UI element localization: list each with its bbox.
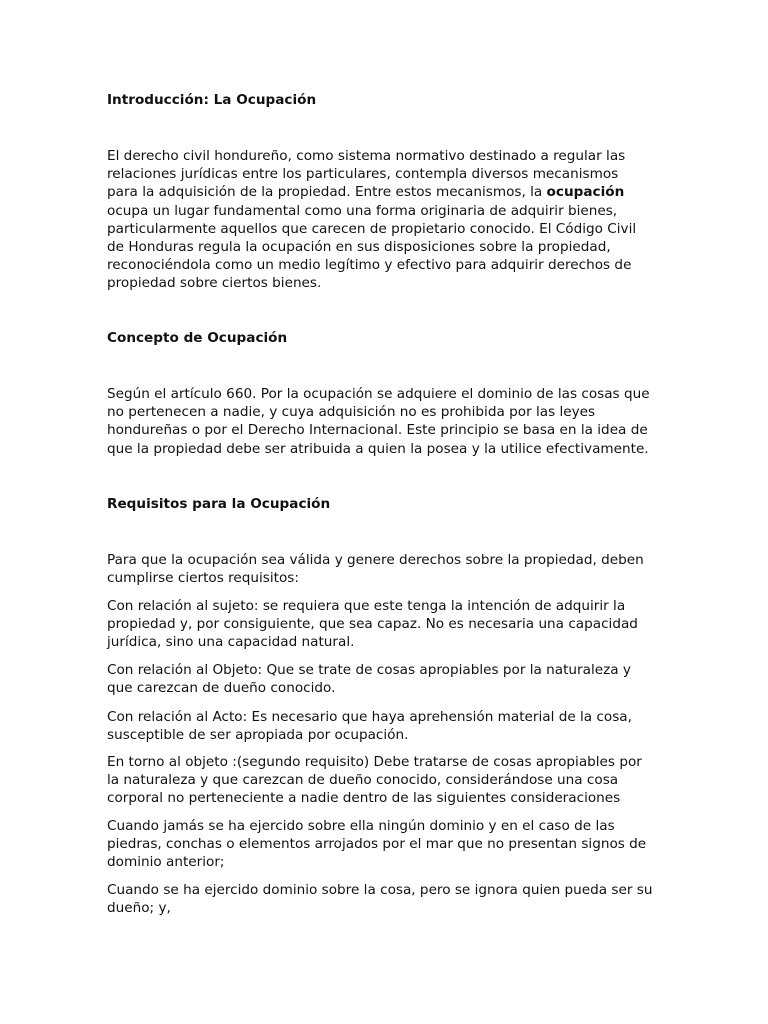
- requirements-intro-paragraph: [107, 551, 667, 587]
- text-line: El derecho civil hondureño, como sistema normativo destinado a regular las: [107, 148, 626, 164]
- intro-paragraph: [107, 147, 667, 293]
- text-line: la naturaleza y que carezcan de dueño conocido, considerándose una cosa: [107, 772, 619, 789]
- heading-concept: Concepto de Ocupación: [107, 330, 288, 346]
- text-line: En torno al objeto :(segundo requisito) Debe tratarse de cosas apropiables por: [107, 754, 642, 770]
- text-line: Cuando se ha ejercido dominio sobre la cosa, pero se ignora quien pueda ser su: [107, 882, 653, 898]
- text-line: [107, 183, 667, 201]
- text-line: Para que la ocupación sea válida y genere derechos sobre la propiedad, deben: [107, 552, 644, 568]
- text-line: susceptible de ser apropiada por ocupación.: [107, 727, 409, 744]
- text-line: dominio anterior;: [107, 854, 225, 871]
- text-line: piedras, conchas o elementos arrojados por el mar que no presentan signos de: [107, 836, 647, 853]
- requirement-act-paragraph: [107, 708, 667, 744]
- text-line: reconociéndola como un medio legítimo y efectivo para adquirir derechos de: [107, 257, 632, 274]
- requirement-object-paragraph: [107, 661, 667, 697]
- text-line: propiedad sobre ciertos bienes.: [107, 275, 322, 292]
- text-line: propiedad y, por consiguiente, que sea capaz. No es necesaria una capacidad: [107, 616, 638, 633]
- object-detail-paragraph: [107, 753, 667, 808]
- text-line: ocupa un lugar fundamental como una forma originaria de adquirir bienes,: [107, 202, 618, 219]
- text-line: cumplirse ciertos requisitos:: [107, 570, 299, 587]
- text-line: particularmente aquellos que carecen de propietario conocido. El Código Civil: [107, 220, 637, 237]
- case-unknown-owner-paragraph: [107, 881, 667, 917]
- heading-introduction: Introducción: La Ocupación: [107, 92, 317, 108]
- text-line: de Honduras regula la ocupación en sus disposiciones sobre la propiedad,: [107, 238, 611, 255]
- text-line: hondureñas o por el Derecho Internacional. Este principio se basa en la idea de: [107, 422, 648, 439]
- bold-term-ocupacion: ocupación: [546, 184, 625, 201]
- case-never-owned-paragraph: [107, 817, 667, 872]
- text-line: no pertenecen a nadie, y cuya adquisición no es prohibida por las leyes: [107, 404, 596, 421]
- text-line: dueño; y,: [107, 900, 171, 917]
- text-line: que carezcan de dueño conocido.: [107, 680, 336, 697]
- text-line: Según el artículo 660. Por la ocupación se adquiere el dominio de las cosas que: [107, 386, 650, 402]
- text-line: Cuando jamás se ha ejercido sobre ella ningún dominio y en el caso de las: [107, 818, 615, 834]
- text-line: que la propiedad debe ser atribuida a quien la posea y la utilice efectivamente.: [107, 440, 649, 457]
- text-run: para la adquisición de la propiedad. Entre estos mecanismos, la: [107, 184, 547, 201]
- heading-requirements: Requisitos para la Ocupación: [107, 496, 331, 512]
- text-line: Con relación al Objeto: Que se trate de cosas apropiables por la naturaleza y: [107, 662, 631, 678]
- text-line: Con relación al Acto: Es necesario que haya aprehensión material de la cosa,: [107, 709, 632, 725]
- text-line: relaciones jurídicas entre los particulares, contempla diversos mecanismos: [107, 166, 619, 183]
- concept-paragraph: [107, 385, 667, 458]
- requirement-subject-paragraph: [107, 597, 667, 652]
- text-line: jurídica, sino una capacidad natural.: [107, 634, 355, 651]
- text-line: corporal no perteneciente a nadie dentro de las siguientes consideraciones: [107, 790, 621, 807]
- text-line: Con relación al sujeto: se requiera que este tenga la intención de adquirir la: [107, 598, 626, 614]
